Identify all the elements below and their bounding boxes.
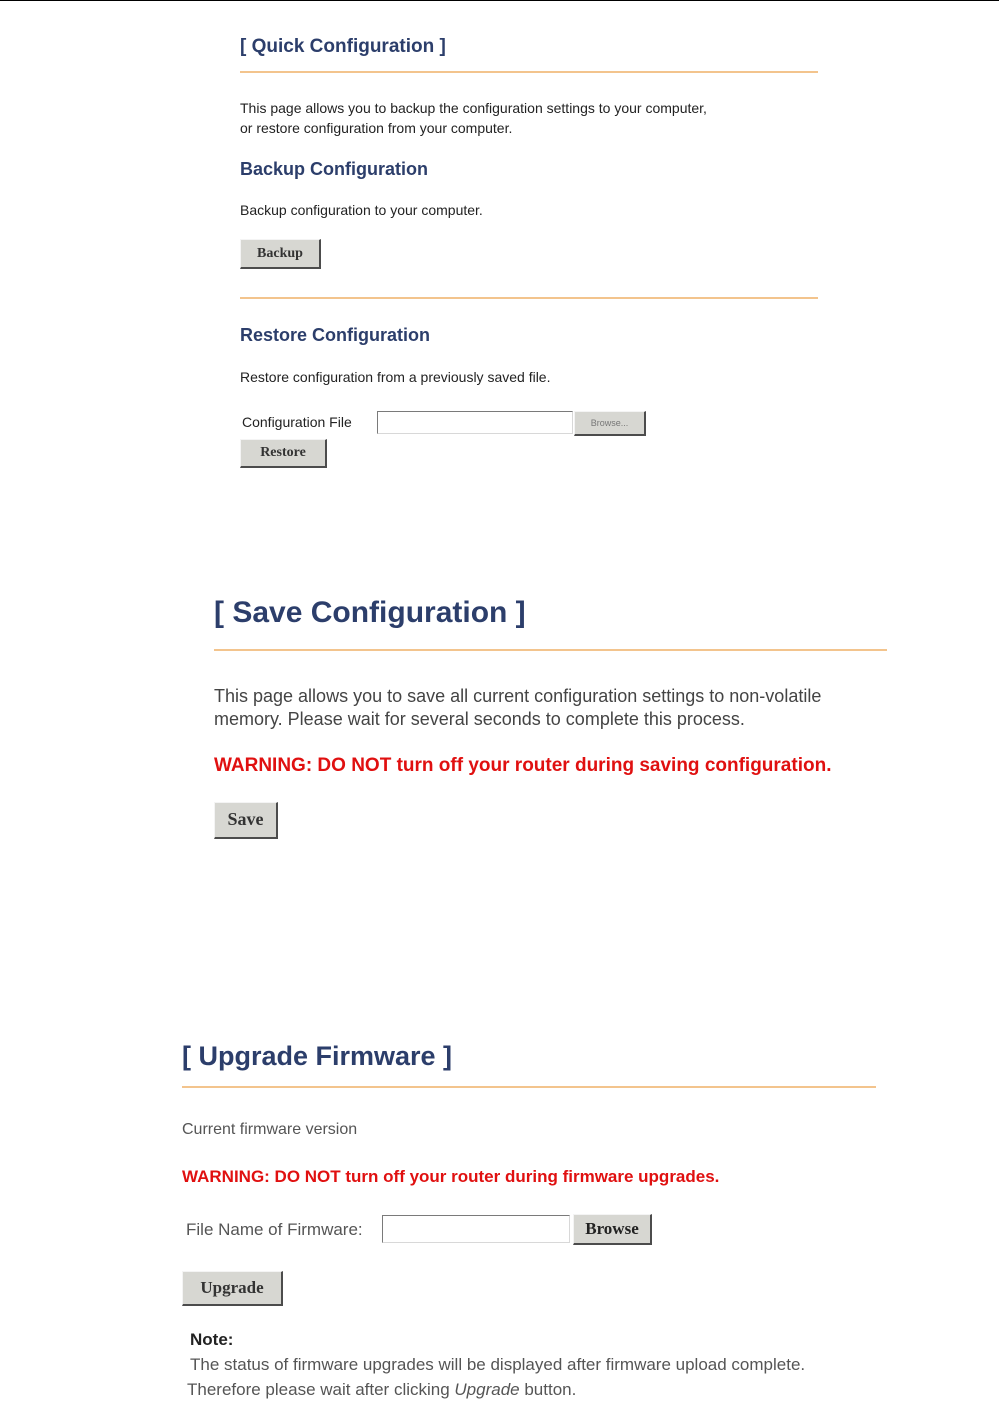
upgrade-firmware-panel: [182, 1035, 882, 1405]
backup-config-description: Backup configuration to your computer.: [240, 202, 483, 218]
save-config-warning: WARNING: DO NOT turn off your router during saving configuration.: [214, 755, 832, 776]
save-config-desc-line2: memory. Please wait for several seconds to complete this process.: [214, 709, 745, 729]
note-line2: [187, 1380, 576, 1400]
note-line2-upgrade: Upgrade: [454, 1380, 520, 1399]
config-browse-button[interactable]: Browse...: [574, 411, 646, 436]
quick-configuration-panel: [240, 30, 820, 480]
upgrade-firmware-warning: WARNING: DO NOT turn off your router during firmware upgrades.: [182, 1167, 720, 1186]
config-file-label: Configuration File: [242, 414, 352, 430]
save-config-desc-line1: This page allows you to save all current configuration settings to non-volatile: [214, 686, 822, 706]
config-file-input[interactable]: [377, 411, 573, 434]
save-config-divider: [214, 649, 887, 651]
note-line1: The status of firmware upgrades will be displayed after firmware upload complete.: [190, 1355, 806, 1374]
backup-button[interactable]: Backup: [240, 239, 321, 269]
page-top-border: [0, 0, 999, 1]
upgrade-firmware-title: [ Upgrade Firmware ]: [182, 1041, 453, 1071]
firmware-file-label: File Name of Firmware:: [186, 1220, 363, 1239]
firmware-browse-button[interactable]: Browse: [573, 1214, 652, 1245]
upgrade-button[interactable]: Upgrade: [182, 1271, 283, 1306]
save-configuration-panel: [214, 590, 894, 850]
note-line2-prefix: Therefore please wait after clicking: [187, 1380, 455, 1399]
quick-config-divider: [240, 71, 818, 73]
backup-restore-divider: [240, 297, 818, 299]
quick-config-title: [ Quick Configuration ]: [240, 36, 446, 57]
quick-config-intro-line1: This page allows you to backup the configuration settings to your computer,: [240, 100, 707, 116]
firmware-file-input[interactable]: [382, 1215, 570, 1243]
restore-button[interactable]: Restore: [240, 439, 327, 468]
restore-config-heading: Restore Configuration: [240, 325, 431, 345]
note-line2-suffix: button.: [519, 1380, 577, 1399]
save-config-title: [ Save Configuration ]: [214, 596, 526, 629]
restore-config-description: Restore configuration from a previously saved file.: [240, 369, 551, 385]
backup-config-heading: Backup Configuration: [240, 159, 428, 179]
current-firmware-version-label: Current firmware version: [182, 1121, 358, 1138]
save-button[interactable]: Save: [214, 802, 278, 839]
upgrade-firmware-divider: [182, 1086, 876, 1088]
quick-config-intro-line2: or restore configuration from your computer.: [240, 120, 513, 136]
note-heading: Note:: [190, 1330, 234, 1349]
